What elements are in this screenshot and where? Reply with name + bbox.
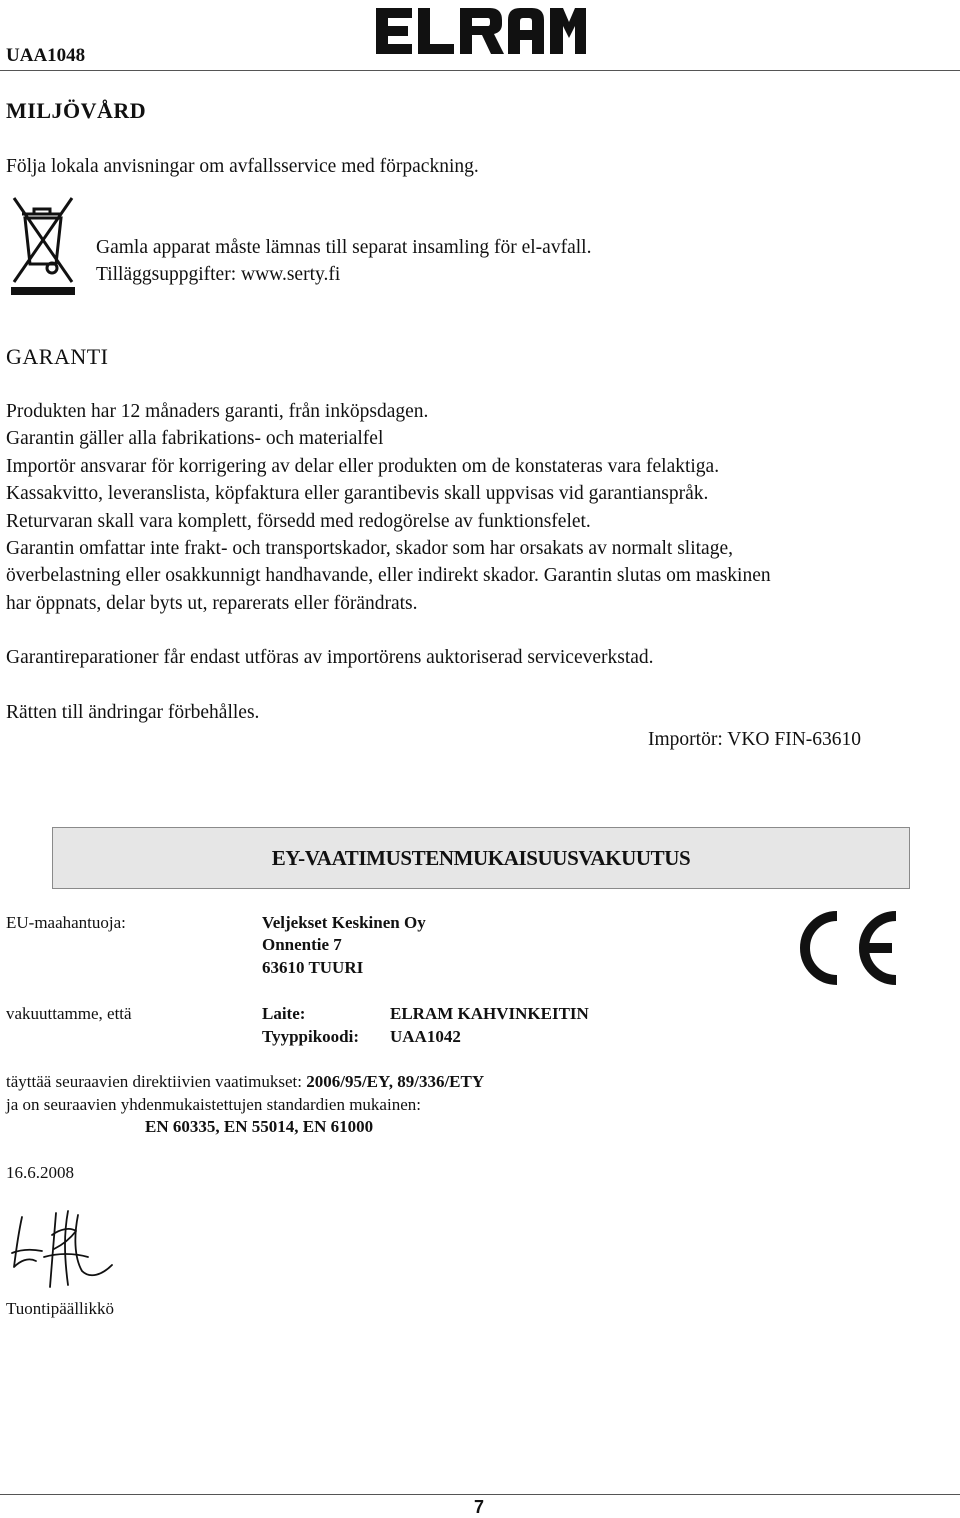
model-code: UAA1048 [6, 45, 86, 66]
importer-label: EU-maahantuoja: [6, 913, 126, 932]
warranty-line: Produkten har 12 månaders garanti, från inköpsdagen. [6, 401, 429, 422]
handwritten-signature [8, 1205, 118, 1293]
device-value: ELRAM KAHVINKEITIN [390, 1004, 589, 1023]
type-code-label: Tyyppikoodi: [262, 1027, 360, 1046]
declare-label: vakuuttamme, että [6, 1004, 132, 1023]
page-number: 7 [474, 1497, 485, 1517]
warranty-line: Garantin gäller alla fabrikations- och materialfel [6, 428, 384, 450]
type-code-value: UAA1042 [390, 1027, 461, 1046]
warranty-line: Importör ansvarar för korrigering av delar eller produkten om de konstateras vara felaktiga. [6, 455, 720, 477]
warranty-line: Kassakvitto, leveranslista, köpfaktura eller garantibevis skall uppvisas vid garantianspråk. [6, 483, 709, 505]
standards-text: ja on seuraavien yhdenmukaistettujen standardien mukainen: [6, 1095, 421, 1114]
footer-rule [0, 1494, 960, 1495]
standards-value: EN 60335, EN 55014, EN 61000 [145, 1117, 374, 1136]
device-label: Laite: [262, 1004, 306, 1023]
declaration-title-box [52, 827, 910, 889]
importer-line: Importör: VKO FIN-63610 [648, 729, 862, 750]
importer-street: Onnentie 7 [262, 935, 342, 954]
disposal-instruction: Följa lokala anvisningar om avfallsservice med förpackning. [6, 156, 479, 177]
crossed-out-wheelie-bin-icon [8, 192, 78, 296]
warranty-repairs-text: Garantireparationer får endast utföras av importörens auktoriserad serviceverkstad. [6, 647, 654, 668]
declaration-title: EY-VAATIMUSTENMUKAISUUSVAKUUTUS [271, 845, 691, 870]
signer-title: Tuontipäällikkö [6, 1299, 114, 1318]
environment-heading: MILJÖVÅRD [6, 98, 147, 123]
warranty-line: Returvaran skall vara komplett, försedd med redogörelse av funktionsfelet. [6, 510, 591, 532]
rights-reserved-text: Rätten till ändringar förbehålles. [6, 702, 260, 723]
ce-mark-icon [792, 908, 902, 988]
importer-city: 63610 TUURI [262, 958, 364, 977]
directives-text: täyttää seuraavien direktiivien vaatimukset: [6, 1072, 307, 1091]
elram-logo [372, 4, 588, 58]
warranty-line: överbelastning eller osakkunnigt handhavande, eller indirekt skador. Garantin slutas om maskinen [6, 565, 771, 587]
header-rule [0, 70, 960, 71]
importer-name: Veljekset Keskinen Oy [262, 913, 426, 932]
warranty-line: har öppnats, delar byts ut, reparerats eller förändrats. [6, 592, 418, 614]
declaration-date: 16.6.2008 [6, 1163, 74, 1182]
warranty-text [6, 398, 771, 617]
directives-value: 2006/95/EY, 89/336/ETY [306, 1072, 485, 1091]
weee-collection-text: Gamla apparat måste lämnas till separat insamling för el-avfall. [96, 237, 592, 258]
weee-info-link-text: Tilläggsuppgifter: www.serty.fi [96, 264, 341, 285]
warranty-heading: GARANTI [6, 344, 109, 369]
warranty-line: Garantin omfattar inte frakt- och transportskador, skador som har orsakats av normalt slitage, [6, 538, 733, 560]
directives-line [6, 1071, 484, 1094]
